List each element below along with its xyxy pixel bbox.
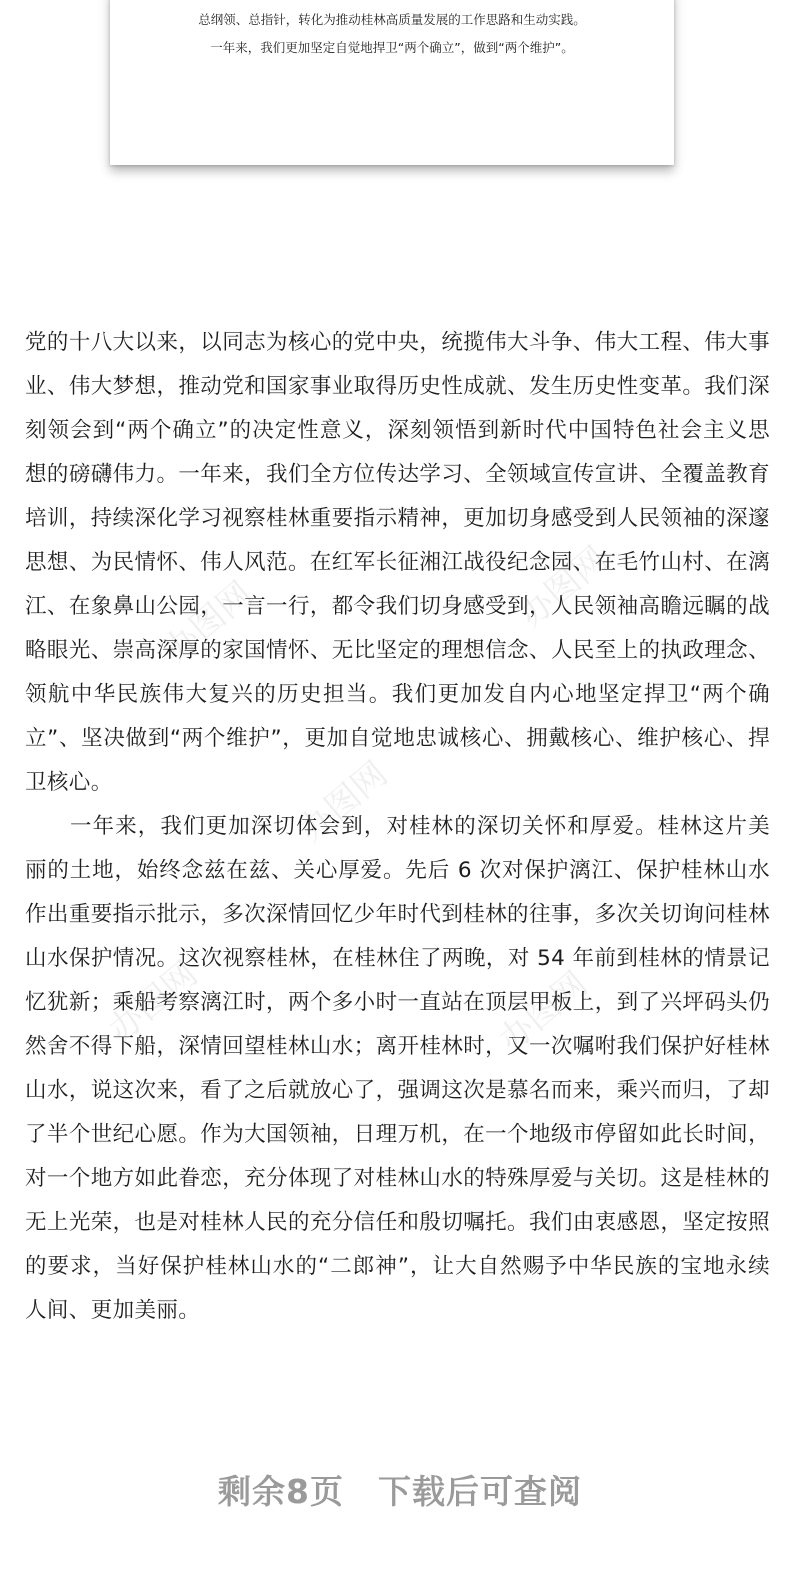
article-paragraph: 党的十八大以来，以同志为核心的党中央，统揽伟大斗争、伟大工程、伟大事业、伟大梦想，推动党和国家事业取得历史性成就、发生历史性变革。我们深刻领会到“两个确立”的决定性意义，深刻领悟到新时代中国特色社会主义思想的磅礴伟力。一年来，我们全方位传达学习、全领域宣传宣讲、全覆盖教育培训，持续深化学习视察桂林重要指示精神，更加切身感受到人民领袖的深邃思想、为民情怀、伟人风范。在红军长征湘江战役纪念园、在毛竹山村、在漓江、在象鼻山公园，一言一行，都令我们切身感受到，人民领袖高瞻远瞩的战略眼光、崇高深厚的家国情怀、无比坚定的理想信念、人民至上的执政理念、领航中华民族伟大复兴的历史担当。我们更加发自内心地坚定捍卫“两个确立”、坚决做到“两个维护”，更加自觉地忠诚核心、拥戴核心、维护核心、捍卫核心。 [25,330,770,795]
watermark-logo: 办图网 [511,539,616,636]
watermark-logo: 办图网 [291,754,396,851]
preview-line-1: 总纲领、总指针，转化为推动桂林高质量发展的工作思路和生动实践。 [198,12,586,27]
preview-line-2: 一年来，我们更加坚定自觉地捍卫“两个确立”，做到“两个维护”。 [210,40,574,55]
article-body [25,321,770,1333]
remaining-pages-label[interactable]: 剩余8页 [218,1472,344,1511]
watermark-logo: 办图网 [156,574,261,671]
remaining-pages-banner[interactable] [0,1466,800,1513]
document-preview-card [110,0,674,165]
watermark-logo: 办图网 [491,964,596,1061]
download-to-view-label[interactable]: 下载后可查阅 [377,1472,582,1511]
article-paragraph: 一年来，我们更加深切体会到，对桂林的深切关怀和厚爱。桂林这片美丽的土地，始终念兹在兹、关心厚爱。先后 6 次对保护漓江、保护桂林山水作出重要指示批示，多次深情回忆少年时代到桂林的往事，多次关切询问桂林山水保护情况。这次视察桂林，在桂林住了两晚，对 54 年前到桂林的情景记忆犹新；乘船考察漓江时，两个多小时一直站在顶层甲板上，到了兴坪码头仍然舍不得下船，深情回望桂林山水；离开桂林时，又一次嘱咐我们保护好桂林山水，说这次来，看了之后就放心了，强调这次是慕名而来，乘兴而归，了却了半个世纪心愿。作为大国领袖，日理万机，在一个地级市停留如此长时间，对一个地方如此眷恋，充分体现了对桂林山水的特殊厚爱与关切。这是桂林的无上光荣，也是对桂林人民的充分信任和殷切嘱托。我们由衷感恩，坚定按照的要求，当好保护桂林山水的“二郎神”，让大自然赐予中华民族的宝地永续人间、更加美丽。 [25,814,770,1323]
watermark-logo: 办图网 [101,954,206,1051]
